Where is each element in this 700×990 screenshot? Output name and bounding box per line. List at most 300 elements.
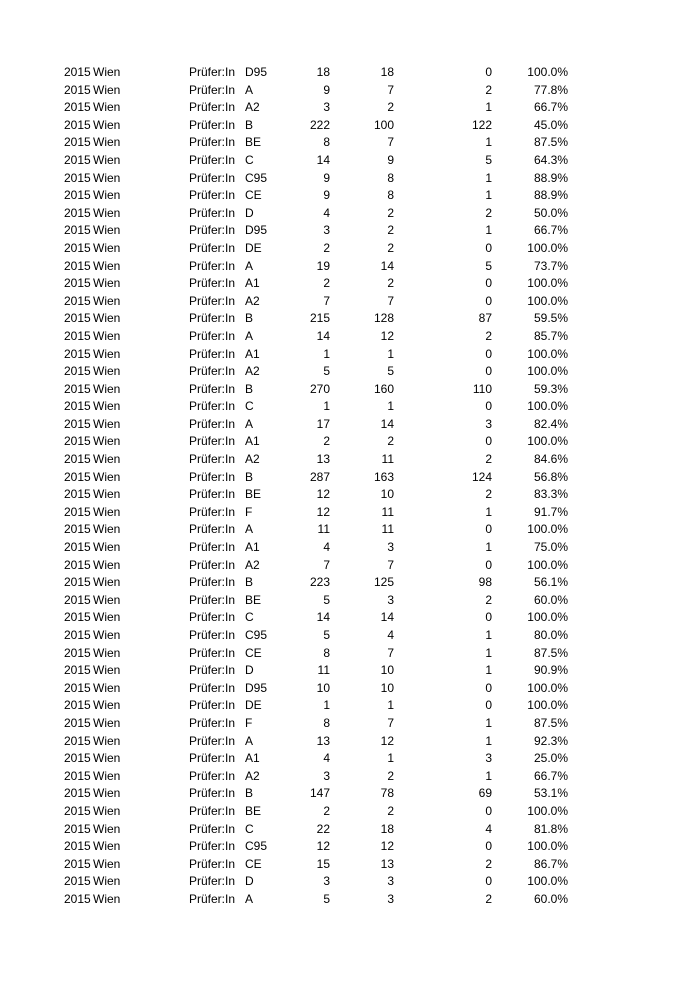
cell-pass-rate: 80.0% [533, 628, 568, 642]
cell-license-class: C [245, 399, 254, 414]
data-table [0, 64, 700, 909]
cell-role: Prüfer:In [189, 311, 236, 326]
cell-role: Prüfer:In [189, 698, 236, 713]
cell-passed: 7 [387, 715, 394, 730]
cell-city: Wien [93, 786, 121, 801]
cell-pass-rate: 100.0% [527, 557, 568, 572]
table-row [0, 557, 700, 575]
cell-license-class: D [245, 663, 254, 678]
cell-year: 2015 [64, 628, 91, 642]
cell-city: Wien [93, 469, 121, 484]
cell-role: Prüfer:In [189, 874, 236, 889]
cell-role: Prüfer:In [189, 276, 236, 291]
cell-role: Prüfer:In [189, 205, 236, 220]
table-row [0, 64, 700, 82]
cell-license-class: A2 [245, 452, 260, 467]
cell-role: Prüfer:In [189, 856, 236, 871]
cell-year: 2015 [64, 293, 91, 308]
cell-total: 15 [316, 856, 330, 871]
cell-pass-rate: 100.0% [527, 680, 568, 695]
cell-year: 2015 [64, 663, 91, 678]
cell-pass-rate: 87.5% [533, 645, 568, 660]
cell-year: 2015 [64, 82, 91, 97]
cell-passed: 2 [387, 100, 394, 115]
cell-license-class: CE [245, 188, 262, 203]
cell-license-class: C [245, 152, 254, 167]
cell-role: Prüfer:In [189, 65, 236, 79]
cell-role: Prüfer:In [189, 680, 236, 695]
table-row [0, 416, 700, 434]
cell-city: Wien [93, 364, 121, 379]
cell-pass-rate: 56.8% [533, 469, 568, 484]
cell-passed: 1 [387, 346, 394, 361]
cell-total: 222 [309, 117, 330, 132]
cell-license-class: A2 [245, 768, 260, 783]
cell-license-class: A1 [245, 540, 260, 555]
cell-pass-rate: 25.0% [533, 751, 568, 766]
cell-passed: 18 [380, 65, 394, 79]
cell-pass-rate: 66.7% [533, 768, 568, 783]
table-row [0, 785, 700, 803]
table-row [0, 733, 700, 751]
cell-total: 8 [323, 135, 330, 150]
cell-passed: 128 [373, 311, 394, 326]
cell-failed: 2 [485, 891, 492, 906]
cell-license-class: A2 [245, 293, 260, 308]
cell-pass-rate: 88.9% [533, 170, 568, 185]
table-row [0, 891, 700, 909]
cell-license-class: A1 [245, 434, 260, 449]
cell-pass-rate: 75.0% [533, 540, 568, 555]
cell-passed: 1 [387, 698, 394, 713]
cell-license-class: C [245, 821, 254, 836]
cell-pass-rate: 100.0% [527, 522, 568, 537]
cell-pass-rate: 60.0% [533, 592, 568, 607]
cell-role: Prüfer:In [189, 170, 236, 185]
cell-year: 2015 [64, 786, 91, 801]
table-row [0, 486, 700, 504]
cell-city: Wien [93, 188, 121, 203]
cell-passed: 2 [387, 205, 394, 220]
cell-passed: 18 [380, 821, 394, 836]
cell-year: 2015 [64, 680, 91, 695]
table-row [0, 381, 700, 399]
table-row [0, 592, 700, 610]
cell-pass-rate: 84.6% [533, 452, 568, 467]
cell-passed: 1 [387, 751, 394, 766]
table-row [0, 222, 700, 240]
cell-passed: 11 [381, 504, 394, 519]
cell-year: 2015 [64, 188, 91, 203]
table-row [0, 117, 700, 135]
cell-license-class: B [245, 117, 254, 132]
cell-license-class: C95 [245, 628, 268, 642]
cell-license-class: A2 [245, 100, 260, 115]
table-row [0, 768, 700, 786]
cell-city: Wien [93, 399, 121, 414]
cell-year: 2015 [64, 65, 91, 79]
cell-passed: 163 [373, 469, 394, 484]
cell-license-class: F [245, 504, 253, 519]
cell-license-class: BE [245, 803, 262, 818]
cell-license-class: DE [245, 240, 262, 255]
cell-role: Prüfer:In [189, 540, 236, 555]
cell-year: 2015 [64, 205, 91, 220]
cell-total: 223 [309, 575, 330, 590]
cell-pass-rate: 73.7% [533, 258, 568, 273]
table-row [0, 451, 700, 469]
cell-failed: 0 [485, 276, 492, 291]
cell-total: 5 [323, 891, 330, 906]
cell-pass-rate: 100.0% [527, 293, 568, 308]
cell-year: 2015 [64, 240, 91, 255]
cell-role: Prüfer:In [189, 452, 236, 467]
cell-city: Wien [93, 540, 121, 555]
table-row [0, 99, 700, 117]
cell-license-class: DE [245, 698, 262, 713]
cell-year: 2015 [64, 821, 91, 836]
cell-failed: 0 [485, 522, 492, 537]
cell-year: 2015 [64, 698, 91, 713]
cell-failed: 0 [485, 346, 492, 361]
cell-passed: 12 [380, 328, 394, 343]
cell-failed: 1 [485, 135, 492, 150]
cell-pass-rate: 59.3% [533, 381, 568, 396]
cell-total: 270 [309, 381, 330, 396]
table-row [0, 187, 700, 205]
table-row [0, 662, 700, 680]
cell-year: 2015 [64, 751, 91, 766]
cell-license-class: A [245, 416, 254, 431]
cell-role: Prüfer:In [189, 592, 236, 607]
cell-city: Wien [93, 258, 121, 273]
cell-failed: 5 [485, 258, 492, 273]
cell-role: Prüfer:In [189, 293, 236, 308]
table-row [0, 873, 700, 891]
cell-passed: 4 [387, 628, 394, 642]
cell-year: 2015 [64, 575, 91, 590]
cell-year: 2015 [64, 540, 91, 555]
cell-pass-rate: 90.9% [533, 663, 568, 678]
cell-year: 2015 [64, 522, 91, 537]
cell-failed: 2 [485, 487, 492, 502]
cell-passed: 7 [387, 293, 394, 308]
cell-city: Wien [93, 100, 121, 115]
cell-total: 2 [323, 276, 330, 291]
table-row [0, 293, 700, 311]
table-row [0, 398, 700, 416]
cell-city: Wien [93, 557, 121, 572]
cell-license-class: D95 [245, 680, 268, 695]
cell-passed: 7 [387, 645, 394, 660]
cell-role: Prüfer:In [189, 891, 236, 906]
cell-failed: 1 [485, 540, 492, 555]
cell-pass-rate: 45.0% [533, 117, 568, 132]
cell-pass-rate: 100.0% [527, 65, 568, 79]
cell-pass-rate: 91.7% [533, 504, 568, 519]
cell-license-class: A [245, 328, 254, 343]
cell-passed: 2 [387, 803, 394, 818]
cell-passed: 2 [387, 768, 394, 783]
table-row [0, 152, 700, 170]
cell-role: Prüfer:In [189, 82, 236, 97]
table-row [0, 715, 700, 733]
cell-failed: 0 [485, 399, 492, 414]
table-row [0, 539, 700, 557]
cell-total: 13 [316, 733, 330, 748]
cell-total: 10 [316, 680, 330, 695]
table-row [0, 680, 700, 698]
cell-failed: 1 [485, 645, 492, 660]
cell-year: 2015 [64, 152, 91, 167]
cell-role: Prüfer:In [189, 152, 236, 167]
cell-failed: 0 [485, 680, 492, 695]
cell-city: Wien [93, 452, 121, 467]
cell-total: 3 [323, 874, 330, 889]
cell-role: Prüfer:In [189, 240, 236, 255]
cell-pass-rate: 60.0% [533, 891, 568, 906]
cell-total: 7 [323, 557, 330, 572]
cell-passed: 2 [387, 240, 394, 255]
cell-pass-rate: 88.9% [533, 188, 568, 203]
cell-city: Wien [93, 592, 121, 607]
cell-license-class: B [245, 469, 254, 484]
cell-total: 22 [316, 821, 330, 836]
cell-failed: 2 [485, 592, 492, 607]
cell-pass-rate: 100.0% [527, 874, 568, 889]
cell-total: 12 [316, 487, 330, 502]
cell-total: 3 [323, 100, 330, 115]
cell-failed: 5 [485, 152, 492, 167]
cell-city: Wien [93, 170, 121, 185]
cell-city: Wien [93, 416, 121, 431]
cell-city: Wien [93, 663, 121, 678]
cell-passed: 14 [380, 258, 394, 273]
table-row [0, 134, 700, 152]
cell-total: 215 [309, 311, 330, 326]
cell-city: Wien [93, 135, 121, 150]
table-row [0, 838, 700, 856]
cell-role: Prüfer:In [189, 434, 236, 449]
cell-city: Wien [93, 205, 121, 220]
cell-total: 5 [323, 364, 330, 379]
cell-total: 12 [316, 504, 330, 519]
cell-city: Wien [93, 434, 121, 449]
cell-role: Prüfer:In [189, 733, 236, 748]
cell-city: Wien [93, 346, 121, 361]
cell-failed: 0 [485, 65, 492, 79]
cell-failed: 1 [485, 100, 492, 115]
cell-license-class: A1 [245, 276, 260, 291]
cell-license-class: B [245, 575, 254, 590]
table-row [0, 240, 700, 258]
cell-passed: 10 [380, 487, 394, 502]
cell-year: 2015 [64, 135, 91, 150]
cell-year: 2015 [64, 258, 91, 273]
cell-license-class: BE [245, 487, 262, 502]
cell-role: Prüfer:In [189, 223, 236, 238]
cell-year: 2015 [64, 276, 91, 291]
cell-total: 14 [316, 152, 330, 167]
cell-license-class: C [245, 610, 254, 625]
cell-year: 2015 [64, 768, 91, 783]
cell-total: 12 [316, 839, 330, 854]
cell-pass-rate: 59.5% [533, 311, 568, 326]
cell-total: 18 [316, 65, 330, 79]
cell-city: Wien [93, 276, 121, 291]
cell-role: Prüfer:In [189, 100, 236, 115]
cell-failed: 1 [485, 733, 492, 748]
cell-failed: 1 [485, 628, 492, 642]
cell-city: Wien [93, 152, 121, 167]
cell-year: 2015 [64, 891, 91, 906]
table-row [0, 574, 700, 592]
table-row [0, 82, 700, 100]
cell-year: 2015 [64, 311, 91, 326]
cell-year: 2015 [64, 399, 91, 414]
cell-passed: 7 [387, 135, 394, 150]
cell-passed: 125 [373, 575, 394, 590]
table-row [0, 521, 700, 539]
cell-city: Wien [93, 733, 121, 748]
cell-city: Wien [93, 311, 121, 326]
cell-city: Wien [93, 680, 121, 695]
cell-license-class: D95 [245, 65, 268, 79]
cell-role: Prüfer:In [189, 135, 236, 150]
cell-role: Prüfer:In [189, 610, 236, 625]
cell-failed: 1 [485, 663, 492, 678]
cell-pass-rate: 100.0% [527, 803, 568, 818]
cell-total: 2 [323, 434, 330, 449]
cell-failed: 122 [471, 117, 492, 132]
cell-pass-rate: 85.7% [533, 328, 568, 343]
cell-passed: 3 [387, 891, 394, 906]
table-row [0, 363, 700, 381]
cell-role: Prüfer:In [189, 575, 236, 590]
cell-total: 287 [309, 469, 330, 484]
table-row [0, 346, 700, 364]
cell-pass-rate: 86.7% [533, 856, 568, 871]
table-row [0, 258, 700, 276]
cell-role: Prüfer:In [189, 821, 236, 836]
cell-pass-rate: 56.1% [533, 575, 568, 590]
cell-pass-rate: 100.0% [527, 399, 568, 414]
cell-year: 2015 [64, 504, 91, 519]
cell-license-class: C95 [245, 170, 268, 185]
cell-pass-rate: 81.8% [533, 821, 568, 836]
cell-failed: 0 [485, 803, 492, 818]
cell-failed: 3 [485, 751, 492, 766]
cell-passed: 160 [373, 381, 394, 396]
table-row [0, 469, 700, 487]
cell-city: Wien [93, 223, 121, 238]
cell-total: 147 [309, 786, 330, 801]
cell-year: 2015 [64, 469, 91, 484]
cell-license-class: A [245, 891, 254, 906]
cell-year: 2015 [64, 874, 91, 889]
cell-city: Wien [93, 65, 121, 79]
cell-role: Prüfer:In [189, 663, 236, 678]
cell-total: 4 [323, 205, 330, 220]
cell-city: Wien [93, 874, 121, 889]
cell-failed: 1 [485, 223, 492, 238]
table-row [0, 433, 700, 451]
cell-license-class: D [245, 874, 254, 889]
cell-total: 1 [323, 399, 330, 414]
cell-pass-rate: 66.7% [533, 100, 568, 115]
cell-city: Wien [93, 522, 121, 537]
cell-total: 14 [316, 328, 330, 343]
cell-year: 2015 [64, 592, 91, 607]
cell-failed: 69 [478, 786, 492, 801]
cell-passed: 1 [387, 399, 394, 414]
cell-role: Prüfer:In [189, 328, 236, 343]
cell-failed: 1 [485, 768, 492, 783]
cell-role: Prüfer:In [189, 188, 236, 203]
cell-failed: 87 [478, 311, 492, 326]
cell-passed: 14 [380, 416, 394, 431]
cell-license-class: F [245, 715, 253, 730]
cell-total: 9 [323, 188, 330, 203]
cell-city: Wien [93, 82, 121, 97]
cell-passed: 3 [387, 874, 394, 889]
cell-license-class: A [245, 733, 254, 748]
cell-passed: 3 [387, 540, 394, 555]
cell-license-class: A [245, 522, 254, 537]
cell-total: 9 [323, 82, 330, 97]
cell-pass-rate: 64.3% [533, 152, 568, 167]
table-row [0, 310, 700, 328]
cell-city: Wien [93, 381, 121, 396]
cell-failed: 0 [485, 557, 492, 572]
cell-city: Wien [93, 610, 121, 625]
cell-year: 2015 [64, 328, 91, 343]
cell-total: 14 [316, 610, 330, 625]
cell-city: Wien [93, 715, 121, 730]
cell-pass-rate: 100.0% [527, 346, 568, 361]
table-row [0, 856, 700, 874]
cell-role: Prüfer:In [189, 469, 236, 484]
cell-city: Wien [93, 628, 121, 642]
cell-year: 2015 [64, 117, 91, 132]
cell-passed: 8 [387, 188, 394, 203]
cell-year: 2015 [64, 610, 91, 625]
table-row [0, 504, 700, 522]
cell-pass-rate: 83.3% [533, 487, 568, 502]
cell-license-class: BE [245, 592, 262, 607]
table-row [0, 170, 700, 188]
cell-failed: 4 [485, 821, 492, 836]
cell-failed: 0 [485, 434, 492, 449]
cell-year: 2015 [64, 803, 91, 818]
cell-license-class: D [245, 205, 254, 220]
cell-passed: 9 [387, 152, 394, 167]
cell-year: 2015 [64, 223, 91, 238]
cell-city: Wien [93, 821, 121, 836]
cell-role: Prüfer:In [189, 416, 236, 431]
cell-pass-rate: 53.1% [533, 786, 568, 801]
cell-city: Wien [93, 768, 121, 783]
cell-role: Prüfer:In [189, 399, 236, 414]
cell-pass-rate: 66.7% [533, 223, 568, 238]
cell-license-class: A2 [245, 364, 260, 379]
cell-license-class: A [245, 82, 254, 97]
cell-pass-rate: 100.0% [527, 276, 568, 291]
cell-city: Wien [93, 575, 121, 590]
cell-pass-rate: 87.5% [533, 715, 568, 730]
cell-year: 2015 [64, 416, 91, 431]
cell-city: Wien [93, 751, 121, 766]
